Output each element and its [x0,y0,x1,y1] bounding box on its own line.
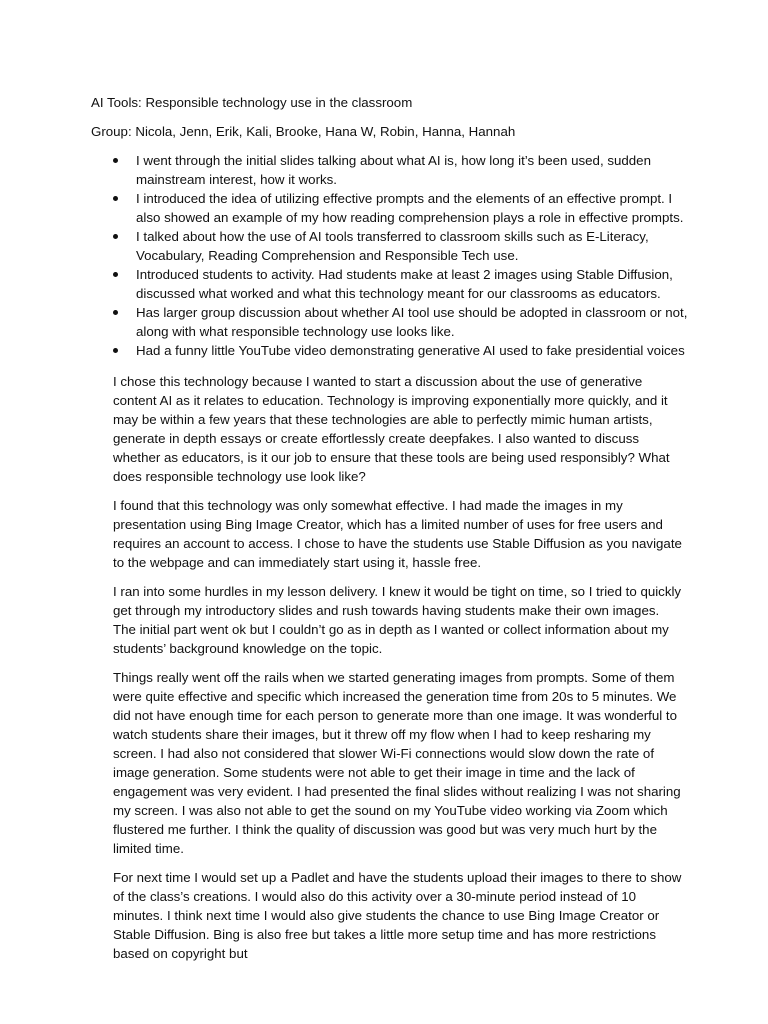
paragraph-hurdles: I ran into some hurdles in my lesson delivery. I knew it would be tight on time, so I tried to quickly get through my introductory slides and rush towards having students make their own images. The initial part went ok but I couldn’t go as in depth as I wanted or collect information about my students’ background knowledge on the topic. [113,584,682,656]
bullet-dot-icon [113,348,118,353]
bullet-item [91,189,691,227]
bullet-item [91,265,691,303]
bullet-text: I went through the initial slides talking about what AI is, how long it’s been used, sudden mainstream interest, how it works. [136,153,651,187]
paragraph-next-time: For next time I would set up a Padlet and have the students upload their images to there to show of the class’s creations. I would also do this activity over a 30-minute period instead of 10 minutes. I think next time I would also give students the chance to use Bing Image Creator or Stable Diffusion. Bing is also free but takes a little more setup time and has more restrictions based on copyright but [113,870,682,961]
bullet-text: Had a funny little YouTube video demonstrating generative AI used to fake presidential voices [136,343,685,358]
bullet-text: Introduced students to activity. Had students make at least 2 images using Stable Diffusion, discussed what worked and what this technology meant for our classrooms as educators. [136,267,673,301]
bullet-item [91,303,691,341]
bullet-text: I introduced the idea of utilizing effective prompts and the elements of an effective prompt. I also showed an example of my how reading comprehension plays a role in effective prompts. [136,191,684,225]
bullet-text: Has larger group discussion about whether AI tool use should be adopted in classroom or not, along with what responsible technology use looks like. [136,305,688,339]
bullet-dot-icon [113,158,118,163]
paragraph-effectiveness: I found that this technology was only somewhat effective. I had made the images in my presentation using Bing Image Creator, which has a limited number of uses for free users and requires an account to access. I chose to have the students use Stable Diffusion as you navigate to the webpage and can immediately start using it, hassle free. [113,498,682,570]
bullet-dot-icon [113,234,118,239]
group-members: Group: Nicola, Jenn, Erik, Kali, Brooke, Hana W, Robin, Hanna, Hannah [91,124,516,139]
bullet-item [91,341,691,360]
reflection-body [113,372,683,973]
paragraph-technology-choice: I chose this technology because I wanted to start a discussion about the use of generative content AI as it relates to education. Technology is improving exponentially more quickly, and it may be within a few years that these technologies are able to perfectly mimic human artists, generate in depth essays or create effortlessly create deepfakes. I also wanted to discuss whether as educators, is it our job to ensure that these tools are being used responsibly? What does responsible technology use look like? [113,374,670,484]
document-title: AI Tools: Responsible technology use in the classroom [91,95,413,110]
bullet-item [91,227,691,265]
paragraph-issues: Things really went off the rails when we started generating images from prompts. Some of them were quite effective and specific which increased the generation time from 20s to 5 minutes. We did not have enough time for each person to generate more than one image. It was wonderful to watch students share their images, but it threw off my flow when I had to keep resharing my screen. I had also not considered that slower Wi-Fi connections would slow down the rate of image generation. Some students were not able to get their image in time and the lack of engagement was very evident. I had presented the final slides without realizing I was not sharing my screen. I was also not able to get the sound on my YouTube video working via Zoom which flustered me further. I think the quality of discussion was good but was very much hurt by the limited time. [113,670,681,856]
bullet-dot-icon [113,196,118,201]
bullet-item [91,151,691,189]
bullet-text: I talked about how the use of AI tools transferred to classroom skills such as E-Literacy, Vocabulary, Reading Comprehension and Responsible Tech use. [136,229,649,263]
bullet-dot-icon [113,272,118,277]
activity-bullet-list [91,151,691,360]
bullet-dot-icon [113,310,118,315]
